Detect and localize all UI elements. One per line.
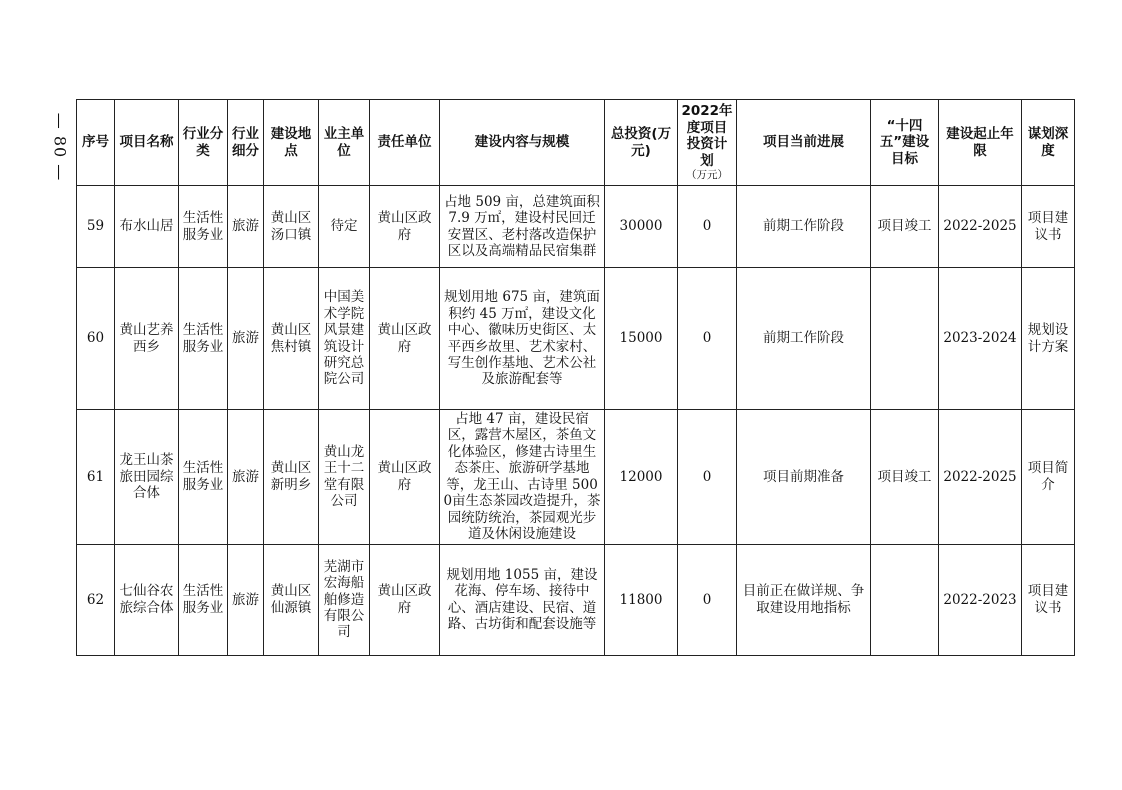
header-plan-2022-unit: （万元） bbox=[686, 169, 728, 182]
cell-period: 2022-2025 bbox=[939, 186, 1022, 268]
header-no: 序号 bbox=[77, 100, 115, 186]
cell-owner: 待定 bbox=[319, 186, 370, 268]
cell-industry: 生活性服务业 bbox=[179, 410, 228, 545]
header-row bbox=[77, 100, 1075, 186]
cell-total-investment: 30000 bbox=[605, 186, 678, 268]
cell-plan-2022: 0 bbox=[678, 544, 737, 655]
cell-owner: 中国美术学院风景建筑设计研究总院公司 bbox=[319, 268, 370, 410]
cell-sub-industry: 旅游 bbox=[228, 186, 264, 268]
cell-no: 60 bbox=[77, 268, 115, 410]
page-number bbox=[44, 102, 74, 192]
cell-depth: 项目简介 bbox=[1022, 410, 1075, 545]
header-plan-2022 bbox=[678, 100, 737, 186]
page-number-text: — 80 — bbox=[50, 112, 69, 182]
cell-scope: 规划用地 675 亩，建筑面积约 45 万㎡，建设文化中心、徽味历史街区、太平西乡故里、艺术家村、写生创作基地、艺术公社及旅游配套等 bbox=[440, 268, 605, 410]
cell-period: 2023-2024 bbox=[939, 268, 1022, 410]
cell-name: 布水山居 bbox=[115, 186, 179, 268]
cell-industry: 生活性服务业 bbox=[179, 268, 228, 410]
cell-location: 黄山区焦村镇 bbox=[264, 268, 319, 410]
cell-scope: 规划用地 1055 亩，建设花海、停车场、接待中心、酒店建设、民宿、道路、古坊街和配套设施等 bbox=[440, 544, 605, 655]
cell-industry: 生活性服务业 bbox=[179, 544, 228, 655]
header-goal: “十四五”建设目标 bbox=[871, 100, 939, 186]
cell-total-investment: 11800 bbox=[605, 544, 678, 655]
cell-period: 2022-2023 bbox=[939, 544, 1022, 655]
cell-plan-2022: 0 bbox=[678, 410, 737, 545]
cell-location: 黄山区仙源镇 bbox=[264, 544, 319, 655]
cell-name: 七仙谷农旅综合体 bbox=[115, 544, 179, 655]
cell-scope: 占地 509 亩，总建筑面积 7.9 万㎡，建设村民回迁安置区、老村落改造保护区以及高端精品民宿集群 bbox=[440, 186, 605, 268]
cell-sub-industry: 旅游 bbox=[228, 268, 264, 410]
cell-scope: 占地 47 亩，建设民宿区，露营木屋区，茶鱼文化体验区，修建古诗里生态茶庄、旅游研学基地等，龙王山、古诗里 5000亩生态茶园改造提升，茶园统防统治，茶园观光步道及休闲设施建设 bbox=[440, 410, 605, 545]
table-row bbox=[77, 410, 1075, 545]
table-row bbox=[77, 544, 1075, 655]
cell-total-investment: 15000 bbox=[605, 268, 678, 410]
cell-plan-2022: 0 bbox=[678, 268, 737, 410]
cell-sub-industry: 旅游 bbox=[228, 544, 264, 655]
cell-progress: 项目前期准备 bbox=[737, 410, 871, 545]
cell-owner: 芜湖市宏海船舶修造有限公司 bbox=[319, 544, 370, 655]
cell-name: 黄山艺养西乡 bbox=[115, 268, 179, 410]
cell-responsible: 黄山区政府 bbox=[370, 268, 440, 410]
header-total-investment: 总投资(万元) bbox=[605, 100, 678, 186]
cell-owner: 黄山龙王十二堂有限公司 bbox=[319, 410, 370, 545]
header-responsible: 责任单位 bbox=[370, 100, 440, 186]
cell-goal bbox=[871, 268, 939, 410]
header-sub-industry: 行业细分 bbox=[228, 100, 264, 186]
cell-progress: 前期工作阶段 bbox=[737, 268, 871, 410]
table-row bbox=[77, 186, 1075, 268]
cell-period: 2022-2025 bbox=[939, 410, 1022, 545]
cell-depth: 规划设计方案 bbox=[1022, 268, 1075, 410]
header-industry: 行业分类 bbox=[179, 100, 228, 186]
cell-goal: 项目竣工 bbox=[871, 186, 939, 268]
cell-total-investment: 12000 bbox=[605, 410, 678, 545]
cell-progress: 前期工作阶段 bbox=[737, 186, 871, 268]
cell-sub-industry: 旅游 bbox=[228, 410, 264, 545]
cell-name: 龙王山茶旅田园综合体 bbox=[115, 410, 179, 545]
cell-no: 62 bbox=[77, 544, 115, 655]
cell-location: 黄山区新明乡 bbox=[264, 410, 319, 545]
cell-goal bbox=[871, 544, 939, 655]
header-scope: 建设内容与规模 bbox=[440, 100, 605, 186]
cell-depth: 项目建议书 bbox=[1022, 186, 1075, 268]
cell-progress: 目前正在做详规、争取建设用地指标 bbox=[737, 544, 871, 655]
cell-depth: 项目建议书 bbox=[1022, 544, 1075, 655]
cell-goal: 项目竣工 bbox=[871, 410, 939, 545]
project-table bbox=[76, 99, 1075, 656]
header-name: 项目名称 bbox=[115, 100, 179, 186]
cell-no: 59 bbox=[77, 186, 115, 268]
cell-no: 61 bbox=[77, 410, 115, 545]
cell-responsible: 黄山区政府 bbox=[370, 410, 440, 545]
table-row bbox=[77, 268, 1075, 410]
cell-location: 黄山区汤口镇 bbox=[264, 186, 319, 268]
header-progress: 项目当前进展 bbox=[737, 100, 871, 186]
cell-industry: 生活性服务业 bbox=[179, 186, 228, 268]
header-period: 建设起止年限 bbox=[939, 100, 1022, 186]
cell-responsible: 黄山区政府 bbox=[370, 544, 440, 655]
header-plan-2022-label: 2022年度项目投资计划 bbox=[681, 103, 733, 169]
cell-responsible: 黄山区政府 bbox=[370, 186, 440, 268]
header-location: 建设地点 bbox=[264, 100, 319, 186]
cell-plan-2022: 0 bbox=[678, 186, 737, 268]
header-depth: 谋划深度 bbox=[1022, 100, 1075, 186]
header-owner: 业主单位 bbox=[319, 100, 370, 186]
